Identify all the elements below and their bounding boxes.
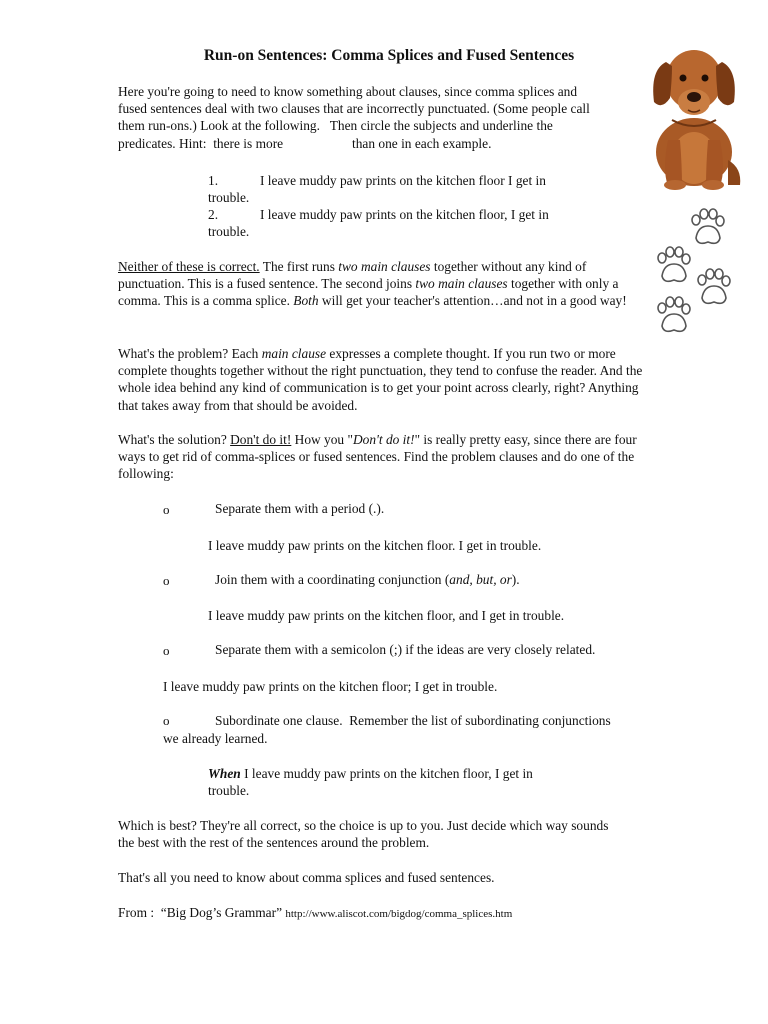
example-sentence bbox=[208, 206, 588, 240]
example-conjunction: I leave muddy paw prints on the kitchen floor, and I get in trouble. bbox=[208, 608, 565, 623]
example-number: 2. bbox=[208, 207, 219, 222]
example-sentence bbox=[208, 172, 588, 206]
method-period: Separate them with a period (.). bbox=[215, 501, 385, 516]
example-text: trouble. bbox=[208, 190, 250, 206]
intro-line bbox=[118, 135, 660, 152]
closing-paragraph: That's all you need to know about comma splices and fused sentences. bbox=[118, 870, 495, 885]
source-url[interactable]: http://www.aliscot.com/bigdog/comma_splices.htm bbox=[285, 908, 513, 920]
method-subordinate: Subordinate one clause. Remember the list of subordinating conjunctions bbox=[215, 713, 611, 728]
source-label: From : “Big Dog’s Grammar” bbox=[118, 905, 286, 920]
paw-print-icon bbox=[694, 268, 732, 308]
italic-phrase: and, but, or bbox=[449, 572, 512, 587]
text-run: What's the solution? bbox=[118, 432, 231, 447]
explanation-paragraph bbox=[118, 258, 652, 310]
text-run: The first runs bbox=[259, 259, 339, 274]
paw-print-icon bbox=[654, 296, 692, 336]
bold-italic-word: When bbox=[208, 766, 241, 781]
intro-line: them run-ons.) Look at the following. Then circle the subjects and underline the bbox=[118, 118, 553, 134]
intro-line: Here you're going to need to know something about clauses, since comma splices and bbox=[118, 84, 578, 99]
example-semicolon: I leave muddy paw prints on the kitchen floor; I get in trouble. bbox=[163, 679, 498, 694]
bullet-marker: o bbox=[163, 502, 170, 517]
text-run: together with only a comma. This is a comma splice. bbox=[118, 276, 619, 309]
text-run: What's the problem? Each bbox=[118, 346, 262, 361]
problem-paragraph bbox=[118, 345, 660, 414]
method-semicolon: Separate them with a semicolon (;) if the ideas are very closely related. bbox=[215, 642, 596, 657]
text-run: " is really pretty easy, since there are four ways to get rid of comma-splices or fused sentences. Find the problem clauses and do one of the following: bbox=[118, 432, 637, 482]
text-run: trouble. bbox=[208, 783, 250, 799]
underlined-phrase: Don't do it! bbox=[230, 432, 292, 447]
underlined-phrase: Neither of these is correct. bbox=[118, 259, 260, 274]
italic-phrase: two main clauses bbox=[338, 259, 431, 274]
method-conjunction bbox=[215, 571, 520, 588]
example-text: I leave muddy paw prints on the kitchen floor, I get in bbox=[260, 207, 549, 222]
text-run: Join them with a coordinating conjunction ( bbox=[215, 572, 450, 587]
bullet-marker: o bbox=[163, 713, 170, 728]
text-run: ). bbox=[511, 572, 520, 587]
example-subordinate bbox=[208, 765, 588, 799]
italic-phrase: Don't do it! bbox=[352, 432, 415, 447]
intro-hint: predicates. Hint: there is more bbox=[118, 135, 284, 151]
solution-paragraph bbox=[118, 431, 660, 483]
italic-phrase: main clause bbox=[261, 346, 327, 361]
example-text: trouble. bbox=[208, 224, 250, 240]
text-run: together without any kind of punctuation. This is a fused sentence. The second joins bbox=[118, 259, 587, 292]
example-text: I leave muddy paw prints on the kitchen floor I get in bbox=[260, 173, 546, 188]
text-run: I leave muddy paw prints on the kitchen floor, I get in bbox=[240, 766, 533, 781]
page-title: Run-on Sentences: Comma Splices and Fused Sentences bbox=[203, 47, 575, 64]
text-run: How you " bbox=[291, 432, 353, 447]
bullet-marker: o bbox=[163, 573, 170, 588]
intro-line: fused sentences deal with two clauses that are incorrectly punctuated. (Some people call bbox=[118, 101, 590, 117]
method-subordinate-continued: we already learned. bbox=[163, 731, 268, 746]
intro-paragraph bbox=[118, 83, 660, 152]
paw-print-icon bbox=[688, 208, 726, 248]
italic-phrase: Both bbox=[293, 293, 319, 309]
example-period: I leave muddy paw prints on the kitchen floor. I get in trouble. bbox=[208, 538, 542, 553]
text-run: will get your teacher's attention…and not in a good way! bbox=[318, 293, 627, 309]
source-citation bbox=[118, 904, 660, 923]
text-run: expresses a complete thought. If you run two or more complete thoughts together without the right punctuation, they tend to confuse the reader. And the whole idea behind any kind of communication is to get your point across clearly, right? Anything that takes away from that should be avoided. bbox=[118, 346, 643, 413]
best-paragraph: Which is best? They're all correct, so the choice is up to you. Just decide which way sounds the best with the rest of the sentences around the problem. bbox=[118, 818, 609, 851]
bullet-marker: o bbox=[163, 643, 170, 658]
italic-phrase: two main clauses bbox=[415, 276, 508, 292]
example-number: 1. bbox=[208, 173, 219, 188]
intro-hint-continued: than one in each example. bbox=[352, 135, 492, 151]
paw-print-icon bbox=[654, 246, 692, 286]
